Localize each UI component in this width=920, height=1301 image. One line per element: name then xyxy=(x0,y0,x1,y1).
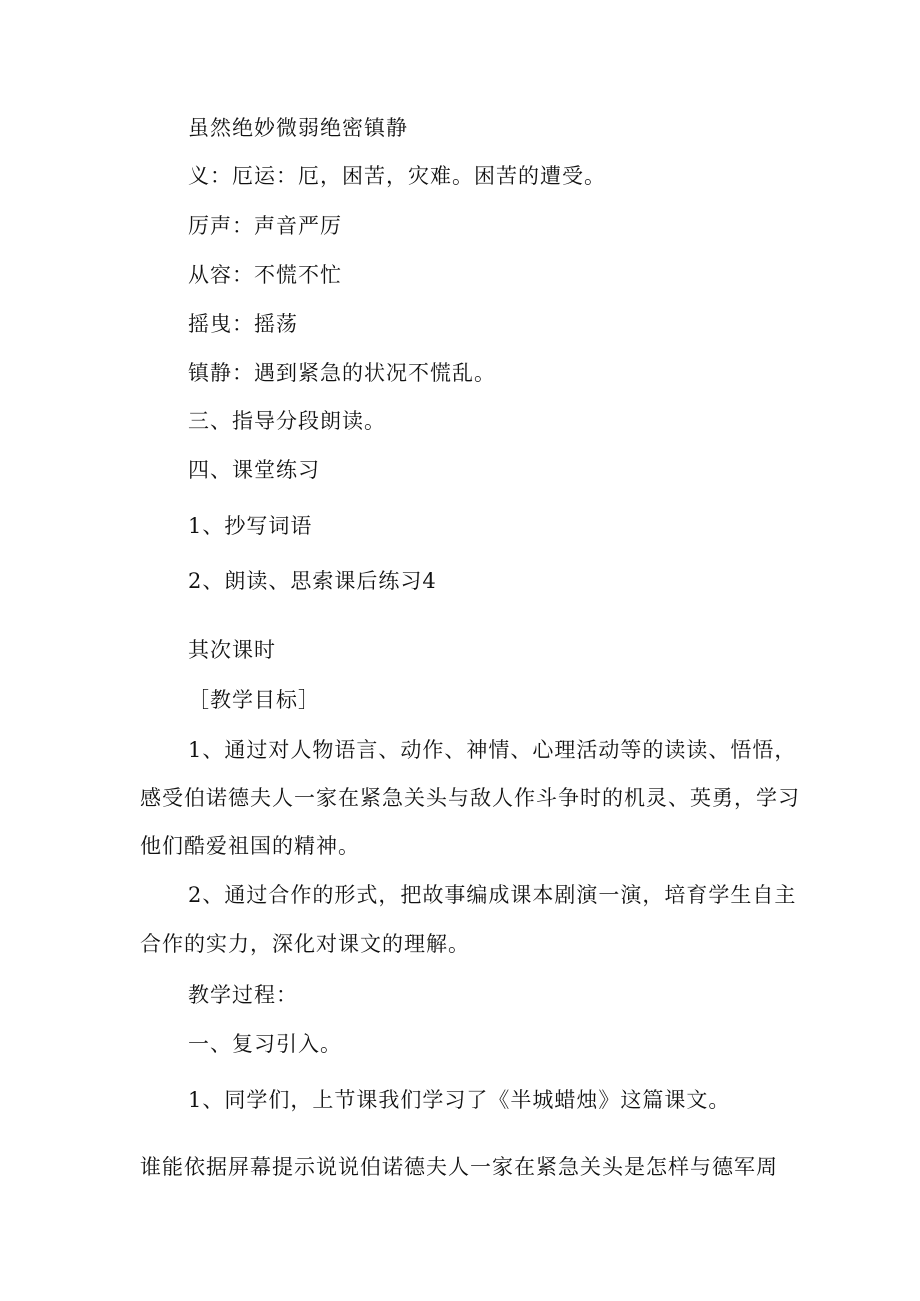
text-line: 虽然绝妙微弱绝密镇静 xyxy=(188,116,408,140)
text-line: 他们酷爱祖国的精神。 xyxy=(140,834,360,858)
text-line: 其次课时 xyxy=(188,638,276,662)
text-line: 2、朗读、思索课后练习4 xyxy=(188,569,437,593)
text-line: 2、通过合作的形式，把故事编成课本剧演一演，培育学生自主 xyxy=(188,883,797,907)
text-line: 三、指导分段朗读。 xyxy=(188,409,386,433)
text-line: 谁能依据屏幕提示说说伯诺德夫人一家在紧急关头是怎样与德军周 xyxy=(140,1155,778,1179)
text-line: 从容：不慌不忙 xyxy=(188,263,342,287)
text-line: 1、抄写词语 xyxy=(188,514,313,538)
text-line: 摇曳：摇荡 xyxy=(188,312,298,336)
text-line: 合作的实力，深化对课文的理解。 xyxy=(140,932,470,956)
text-line: 义：厄运：厄，困苦，灾难。困苦的遭受。 xyxy=(188,164,606,188)
text-line: 一、复习引入。 xyxy=(188,1032,342,1056)
text-line: 厉声：声音严厉 xyxy=(188,214,342,238)
text-line: 1、同学们，上节课我们学习了《半城蜡烛》这篇课文。 xyxy=(188,1088,731,1112)
text-line: 教学过程： xyxy=(188,983,298,1007)
text-line: ［教学目标］ xyxy=(188,688,320,712)
text-line: 四、课堂练习 xyxy=(188,458,320,482)
text-line: 镇静：遇到紧急的状况不慌乱。 xyxy=(188,361,496,385)
text-line: 1、通过对人物语言、动作、神情、心理活动等的读读、悟悟， xyxy=(188,738,797,762)
text-line: 感受伯诺德夫人一家在紧急关头与敌人作斗争时的机灵、英勇，学习 xyxy=(140,786,800,810)
